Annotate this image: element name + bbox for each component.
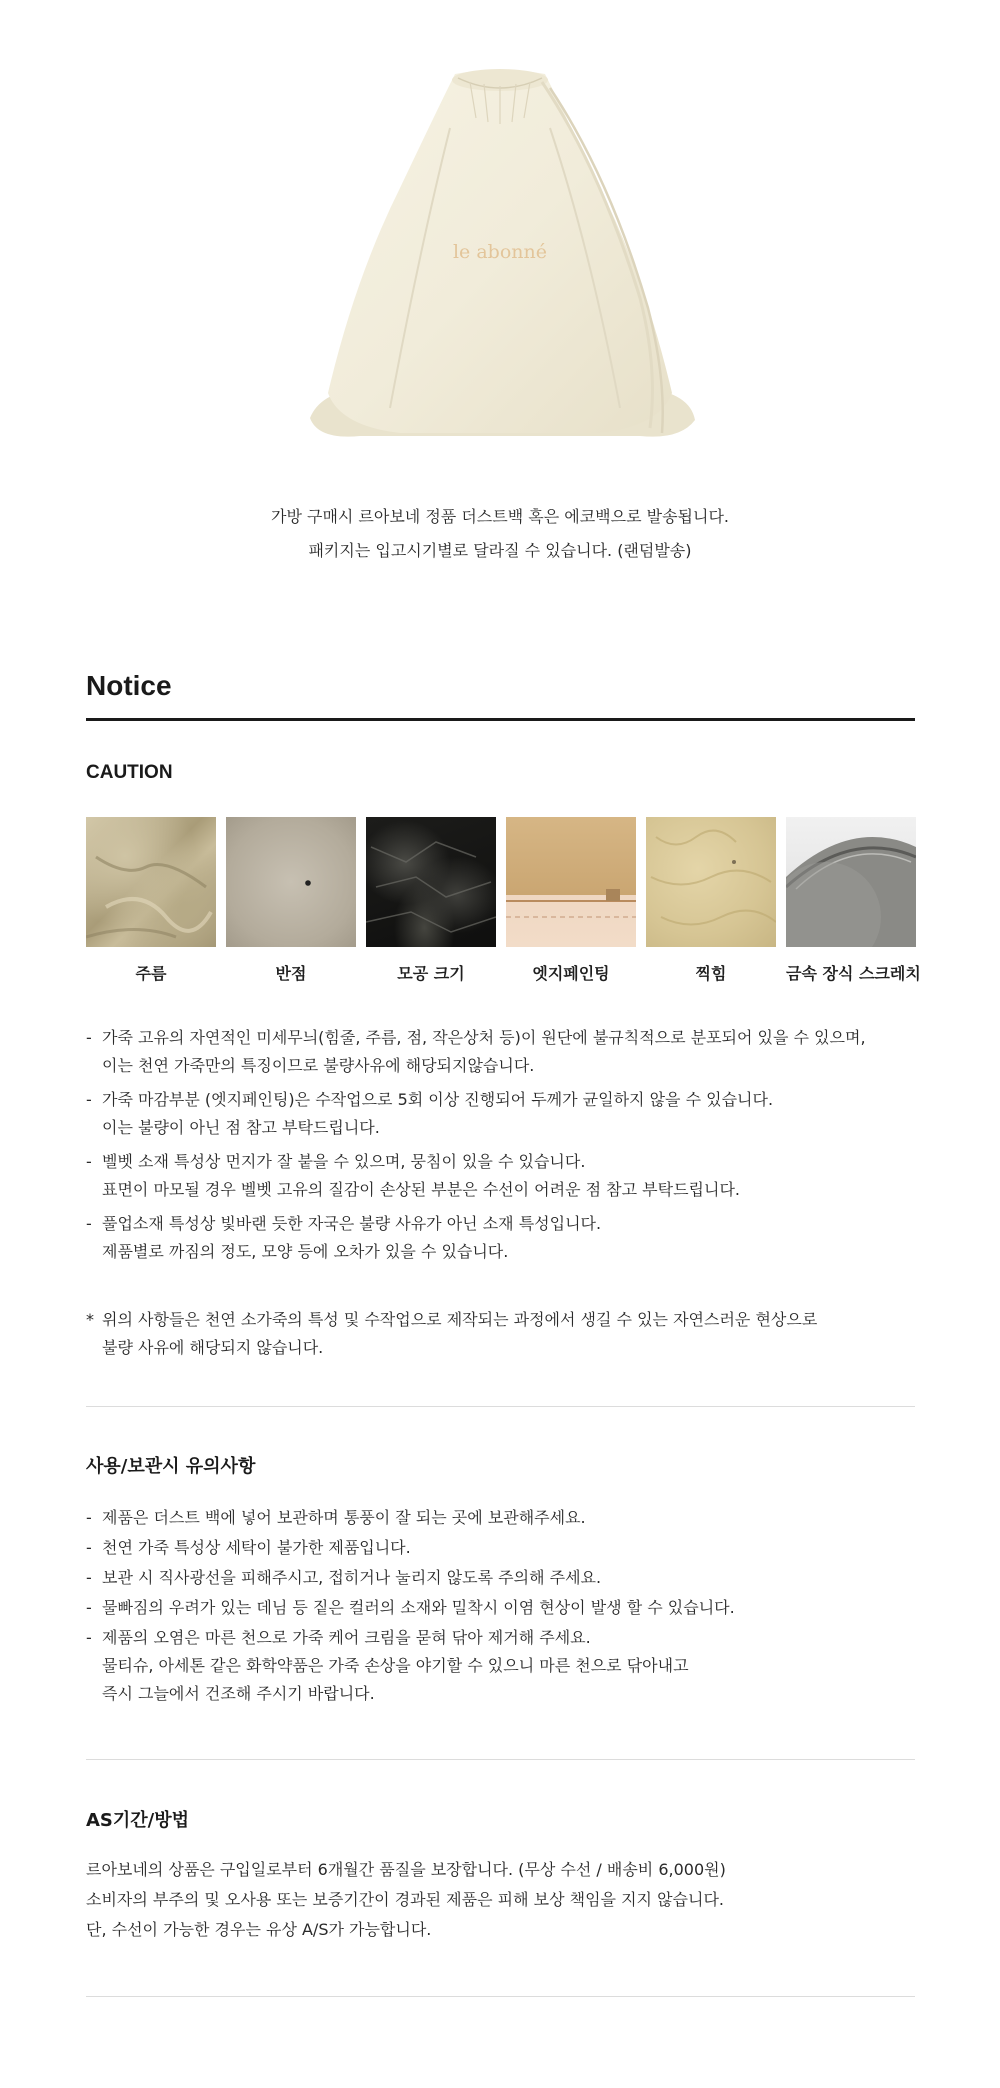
usage-item — [86, 1534, 915, 1562]
item-line: 물티슈, 아세톤 같은 화학약품은 가죽 손상을 야기할 수 있으니 마른 천으로 닦아내고 — [102, 1656, 689, 1675]
swatch-metal-scratch — [786, 817, 921, 984]
caution-item — [86, 1148, 915, 1204]
swatch-caption: 찍힘 — [695, 964, 727, 983]
item-line: 물빠짐의 우려가 있는 데님 등 짙은 컬러의 소재와 밀착시 이염 현상이 발생 할 수 있습니다. — [102, 1598, 735, 1617]
caution-footnote — [86, 1306, 915, 1368]
item-line: 천연 가죽 특성상 세탁이 불가한 제품입니다. — [102, 1538, 411, 1557]
section-divider — [86, 1996, 915, 1997]
dent-leather-photo-icon — [646, 817, 776, 947]
wrinkle-leather-photo-icon — [86, 817, 216, 947]
dust-bag-illustration — [300, 48, 700, 458]
list-marker: - — [86, 1152, 92, 1171]
caution-item — [86, 1210, 915, 1266]
caution-item — [86, 1086, 915, 1142]
swatch-caption: 주름 — [135, 964, 167, 983]
as-line: 단, 수선이 가능한 경우는 유상 A/S가 가능합니다. — [86, 1920, 432, 1939]
bag-logo-text: le abonné — [452, 241, 548, 263]
list-marker: - — [86, 1214, 92, 1233]
swatch-caption: 엣지페인팅 — [532, 964, 610, 983]
usage-title: 사용/보관시 유의사항 — [86, 1456, 256, 1477]
as-line: 소비자의 부주의 및 오사용 또는 보증기간이 경과된 제품은 피해 보상 책임을 지지 않습니다. — [86, 1890, 724, 1909]
swatch-dent — [646, 817, 776, 984]
item-line: 불량 사유에 해당되지 않습니다. — [102, 1338, 324, 1357]
swatch-edge-painting — [506, 817, 636, 984]
list-marker: - — [86, 1568, 92, 1587]
item-line: 제품별로 까짐의 정도, 모양 등에 오차가 있을 수 있습니다. — [102, 1242, 509, 1261]
swatch-spot — [226, 817, 356, 984]
swatch-caption: 금속 장식 스크레치 — [786, 964, 921, 983]
item-line: 보관 시 직사광선을 피해주시고, 접히거나 눌리지 않도록 주의해 주세요. — [102, 1568, 602, 1587]
section-divider — [86, 1406, 915, 1407]
item-line: 풀업소재 특성상 빛바랜 듯한 자국은 불량 사유가 아닌 소재 특성입니다. — [102, 1214, 602, 1233]
intro-line: 패키지는 입고시기별로 달라질 수 있습니다. (랜덤발송) — [308, 541, 692, 560]
item-line: 이는 천연 가죽만의 특징이므로 불량사유에 해당되지않습니다. — [102, 1056, 535, 1075]
footnote-item — [86, 1306, 915, 1362]
list-marker: - — [86, 1628, 92, 1647]
notice-divider — [86, 718, 915, 721]
usage-item — [86, 1504, 915, 1532]
pore-leather-photo-icon — [366, 817, 496, 947]
item-line: 표면이 마모될 경우 벨벳 고유의 질감이 손상된 부분은 수선이 어려운 점 참고 부탁드립니다. — [102, 1180, 740, 1199]
notice-title: Notice — [86, 670, 172, 701]
caution-swatches — [86, 817, 921, 997]
intro-line: 가방 구매시 르아보네 정품 더스트백 혹은 에코백으로 발송됩니다. — [270, 507, 729, 526]
footnote-marker: * — [86, 1310, 94, 1329]
caution-item — [86, 1024, 915, 1080]
metal-scratch-photo-icon — [786, 817, 916, 947]
usage-item — [86, 1594, 915, 1622]
section-divider — [86, 1759, 915, 1760]
item-line: 위의 사항들은 천연 소가죽의 특성 및 수작업으로 제작되는 과정에서 생길 수 있는 자연스러운 현상으로 — [102, 1310, 818, 1329]
caution-title: CAUTION — [86, 762, 173, 783]
swatch-wrinkle — [86, 817, 216, 984]
usage-item — [86, 1624, 915, 1708]
item-line: 제품은 더스트 백에 넣어 보관하며 통풍이 잘 되는 곳에 보관해주세요. — [102, 1508, 586, 1527]
item-line: 가죽 고유의 자연적인 미세무늬(힘줄, 주름, 점, 작은상처 등)이 원단에 불규칙적으로 분포되어 있을 수 있으며, — [102, 1028, 866, 1047]
swatch-pore — [366, 817, 496, 984]
item-line: 벨벳 소재 특성상 먼지가 잘 붙을 수 있으며, 뭉침이 있을 수 있습니다. — [102, 1152, 586, 1171]
swatch-caption: 반점 — [275, 964, 307, 983]
item-line: 가죽 마감부분 (엣지페인팅)은 수작업으로 5회 이상 진행되어 두께가 균일하지 않을 수 있습니다. — [102, 1090, 774, 1109]
item-line: 이는 불량이 아닌 점 참고 부탁드립니다. — [102, 1118, 380, 1137]
as-text — [86, 1855, 726, 1945]
as-title: AS기간/방법 — [86, 1810, 190, 1831]
swatch-caption: 모공 크기 — [397, 964, 465, 983]
list-marker: - — [86, 1028, 92, 1047]
item-line: 제품의 오염은 마른 천으로 가죽 케어 크림을 묻혀 닦아 제거해 주세요. — [102, 1628, 591, 1647]
list-marker: - — [86, 1598, 92, 1617]
usage-list — [86, 1504, 915, 1710]
edge-painting-photo-icon — [506, 817, 636, 947]
dust-bag-image — [300, 48, 700, 458]
list-marker: - — [86, 1508, 92, 1527]
usage-item — [86, 1564, 915, 1592]
caution-list — [86, 1024, 915, 1272]
packaging-intro — [0, 500, 1000, 568]
list-marker: - — [86, 1538, 92, 1557]
list-marker: - — [86, 1090, 92, 1109]
item-line: 즉시 그늘에서 건조해 주시기 바랍니다. — [102, 1684, 375, 1703]
spot-leather-photo-icon — [226, 817, 356, 947]
as-line: 르아보네의 상품은 구입일로부터 6개월간 품질을 보장합니다. (무상 수선 / 배송비 6,000원) — [86, 1860, 726, 1879]
